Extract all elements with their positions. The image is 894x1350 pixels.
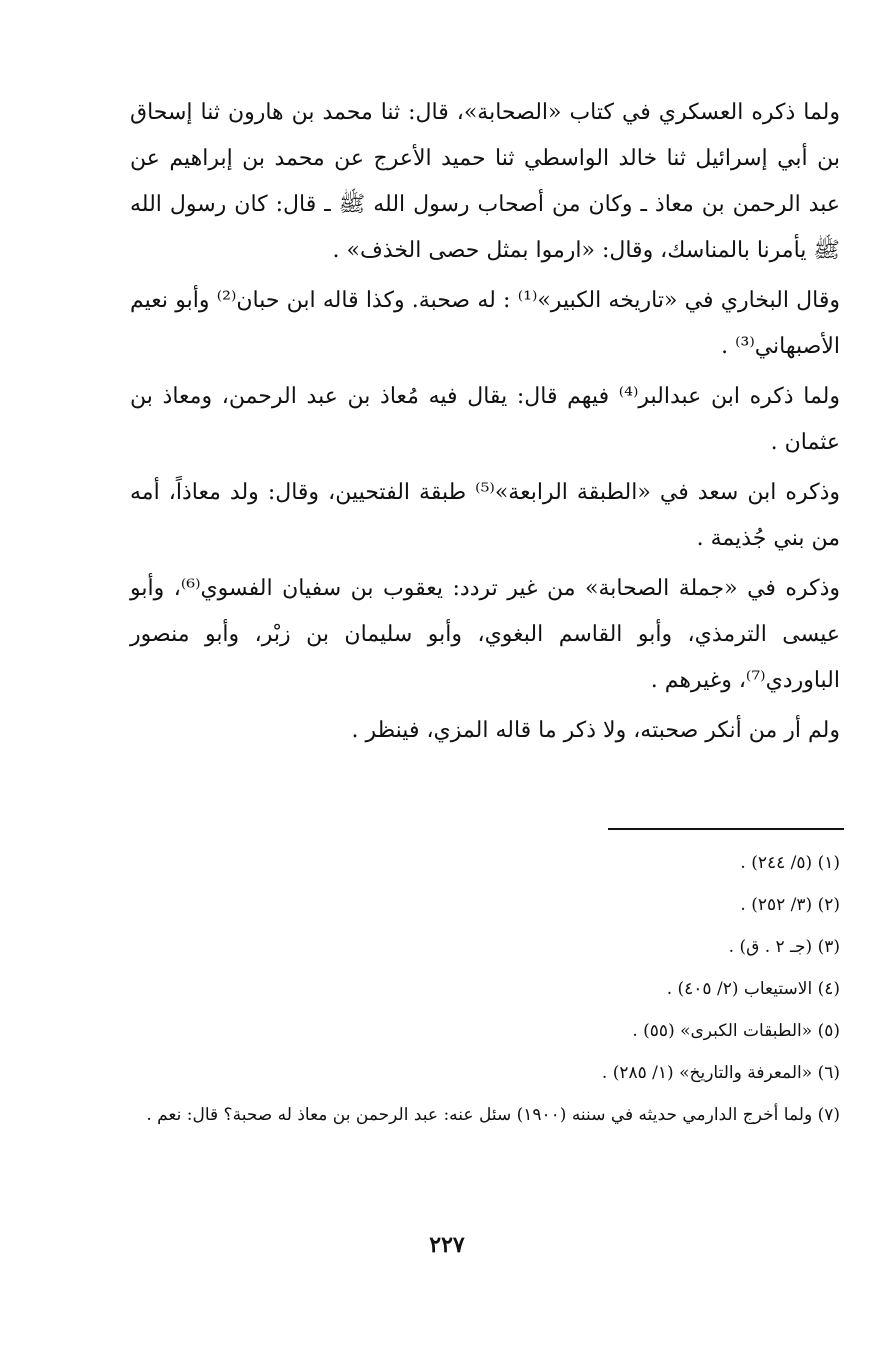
footnote-7: (٧) ولما أخرج الدارمي حديثه في سننه (١٩٠٠) سئل عنه: عبد الرحمن بن معاذ له صحبة؟ قال: نعم . bbox=[146, 1105, 840, 1125]
footnote-6: (٦) «المعرفة والتاريخ» (١/ ٢٨٥) . bbox=[601, 1063, 840, 1083]
paragraph-conclusion: ولم أر من أنكر صحبته، ولا ذكر ما قاله المزي، فينظر . bbox=[351, 718, 840, 743]
paragraph-bukhari: وقال البخاري في «تاريخه الكبير»⁽¹⁾ : له صحبة. وكذا قاله ابن حبان⁽²⁾ وأبو نعيم الأصبهاني⁽³⁾ . bbox=[130, 288, 840, 359]
paragraph-ibn-saad: وذكره ابن سعد في «الطبقة الرابعة»⁽⁵⁾ طبقة الفتحيين، وقال: ولد معاذاً، أمه من بني جُذيمة . bbox=[130, 480, 840, 551]
footnote-4: (٤) الاستيعاب (٢/ ٤٠٥) . bbox=[666, 979, 840, 999]
footnote-1: (١) (٥/ ٢٤٤) . bbox=[740, 853, 840, 873]
footnote-separator bbox=[608, 828, 844, 830]
paragraph-askari: ولما ذكره العسكري في كتاب «الصحابة»، قال: ثنا محمد بن هارون ثنا إسحاق بن أبي إسرائيل ثنا خالد الواسطي ثنا حميد الأعرج عن محمد بن إبراهيم عن عبد الرحمن بن معاذ ـ وكان من أصحاب رسول الله ﷺ ـ قال: كان رسول الله ﷺ يأمرنا بالمناسك، وقال: «ارموا بمثل حصى الخذف» . bbox=[130, 100, 840, 263]
footnote-3: (٣) (جـ ٢ . ق) . bbox=[728, 937, 840, 957]
paragraph-companions-list: وذكره في «جملة الصحابة» من غير تردد: يعقوب بن سفيان الفسوي⁽⁶⁾، وأبو عيسى الترمذي، وأبو القاسم البغوي، وأبو سليمان بن زبْر، وأبو منصور الباوردي⁽⁷⁾، وغيرهم . bbox=[130, 576, 840, 693]
footnote-2: (٢) (٣/ ٢٥٢) . bbox=[740, 895, 840, 915]
page-number: ٢٢٧ bbox=[429, 1232, 465, 1258]
main-text bbox=[130, 90, 840, 758]
footnote-5: (٥) «الطبقات الكبرى» (٥٥) . bbox=[632, 1021, 840, 1041]
paragraph-ibn-abdulbarr: ولما ذكره ابن عبدالبر⁽⁴⁾ فيهم قال: يقال فيه مُعاذ بن عبد الرحمن، ومعاذ بن عثمان . bbox=[130, 384, 840, 455]
footnotes bbox=[140, 842, 840, 1136]
